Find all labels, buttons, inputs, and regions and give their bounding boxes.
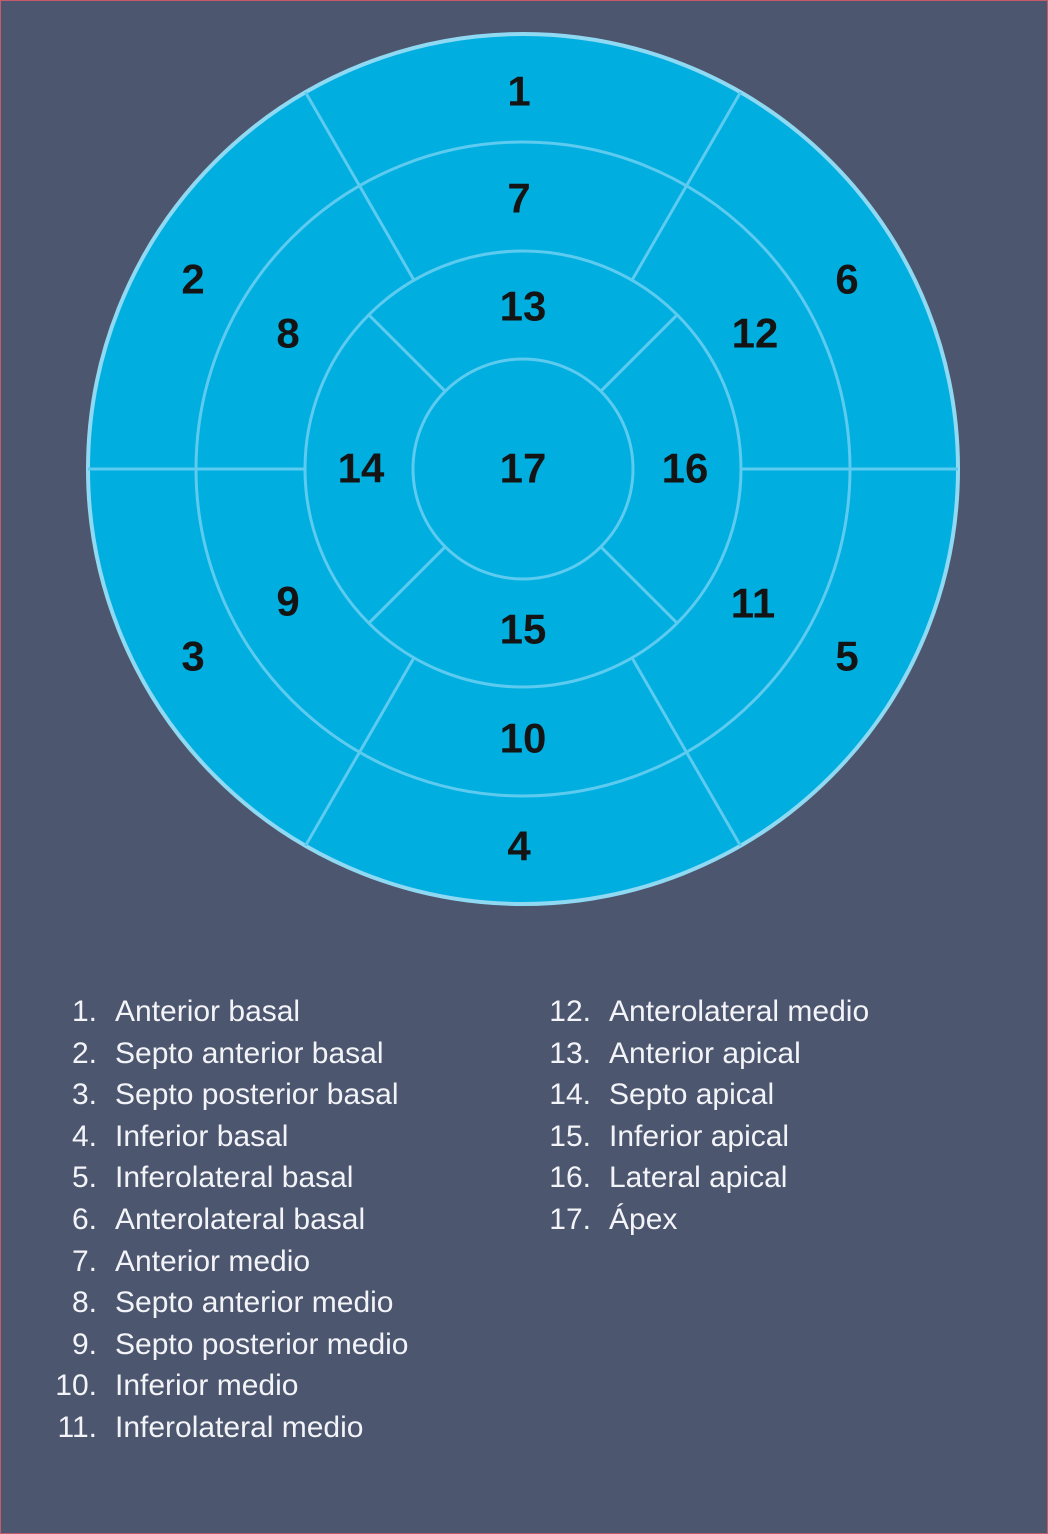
- legend-item-number: 11.: [57, 1410, 97, 1444]
- legend-item-number: 8.: [71, 1286, 97, 1320]
- legend-item-number: 9.: [71, 1327, 97, 1361]
- legend-item-label: Septo anterior basal: [115, 1036, 384, 1070]
- legend-item-label: Anterior basal: [115, 995, 301, 1028]
- legend-item-label: Inferolateral medio: [115, 1410, 364, 1444]
- segment-label-17: 17: [499, 444, 547, 492]
- legend-item-number: 3.: [71, 1078, 97, 1112]
- legend-item-label: Septo posterior medio: [115, 1327, 409, 1361]
- segment-label-9: 9: [276, 577, 300, 625]
- legend-item: [531, 1074, 869, 1116]
- legend-item: [41, 1157, 409, 1199]
- legend-item-label: Lateral apical: [609, 1161, 788, 1195]
- segment-label-12: 12: [731, 309, 779, 357]
- bullseye-diagram: [1, 1, 1048, 941]
- legend-item-label: Anterior apical: [609, 1036, 801, 1070]
- legend-right-column: [531, 991, 869, 1241]
- legend-item: [531, 991, 869, 1033]
- legend-item-label: Inferior basal: [115, 1119, 289, 1153]
- legend-item-number: 17.: [549, 1202, 591, 1236]
- legend-item-label: Septo apical: [609, 1078, 775, 1112]
- segment-label-1: 1: [507, 67, 531, 115]
- segment-label-14: 14: [337, 444, 385, 492]
- segment-label-3: 3: [181, 632, 205, 680]
- segment-label-5: 5: [835, 632, 859, 680]
- segment-label-4: 4: [507, 822, 531, 870]
- segment-label-16: 16: [661, 444, 709, 492]
- legend-item: [41, 991, 409, 1033]
- legend-item: [41, 1407, 409, 1449]
- legend-item-label: Inferior apical: [609, 1119, 790, 1153]
- segment-label-15: 15: [499, 605, 547, 653]
- legend-item-label: Anterolateral medio: [609, 995, 870, 1028]
- legend-item: [531, 1157, 869, 1199]
- legend-item-label: Anterior medio: [115, 1244, 311, 1278]
- legend-item-label: Septo posterior basal: [115, 1078, 399, 1112]
- legend-item-number: 12.: [549, 995, 591, 1028]
- legend-item-label: Anterolateral basal: [115, 1202, 366, 1236]
- legend-item: [531, 1199, 869, 1241]
- legend-item: [41, 1282, 409, 1324]
- legend-item: [531, 1033, 869, 1075]
- legend-item: [41, 1199, 409, 1241]
- legend-item-number: 13.: [549, 1036, 591, 1070]
- legend-item-number: 5.: [71, 1161, 97, 1195]
- legend-item-number: 6.: [71, 1202, 97, 1236]
- legend-item-number: 15.: [549, 1119, 591, 1153]
- legend-item-number: 4.: [71, 1119, 97, 1153]
- segment-label-2: 2: [181, 255, 205, 303]
- legend-item-label: Inferolateral basal: [115, 1161, 354, 1195]
- segment-label-13: 13: [499, 282, 547, 330]
- segment-label-8: 8: [276, 309, 300, 357]
- segment-label-10: 10: [499, 714, 547, 762]
- legend-item: [531, 1116, 869, 1158]
- legend-item-label: Septo anterior medio: [115, 1286, 394, 1320]
- legend-item-label: Ápex: [609, 1202, 678, 1236]
- segment-label-6: 6: [835, 255, 859, 303]
- legend-item-number: 10.: [55, 1369, 97, 1403]
- segment-label-7: 7: [507, 174, 531, 222]
- legend-item-number: 1.: [71, 995, 97, 1028]
- legend-item-number: 16.: [549, 1161, 591, 1195]
- legend-item: [41, 1365, 409, 1407]
- segment-label-11: 11: [730, 579, 776, 627]
- legend-item-label: Inferior medio: [115, 1369, 299, 1403]
- legend-item: [41, 1324, 409, 1366]
- legend-item: [41, 1033, 409, 1075]
- legend-item-number: 7.: [71, 1244, 97, 1278]
- legend-item-number: 2.: [71, 1036, 97, 1070]
- legend-item: [41, 1116, 409, 1158]
- legend-item: [41, 1074, 409, 1116]
- legend-left-column: [41, 991, 409, 1449]
- legend-item: [41, 1241, 409, 1283]
- legend-item-number: 14.: [549, 1078, 591, 1112]
